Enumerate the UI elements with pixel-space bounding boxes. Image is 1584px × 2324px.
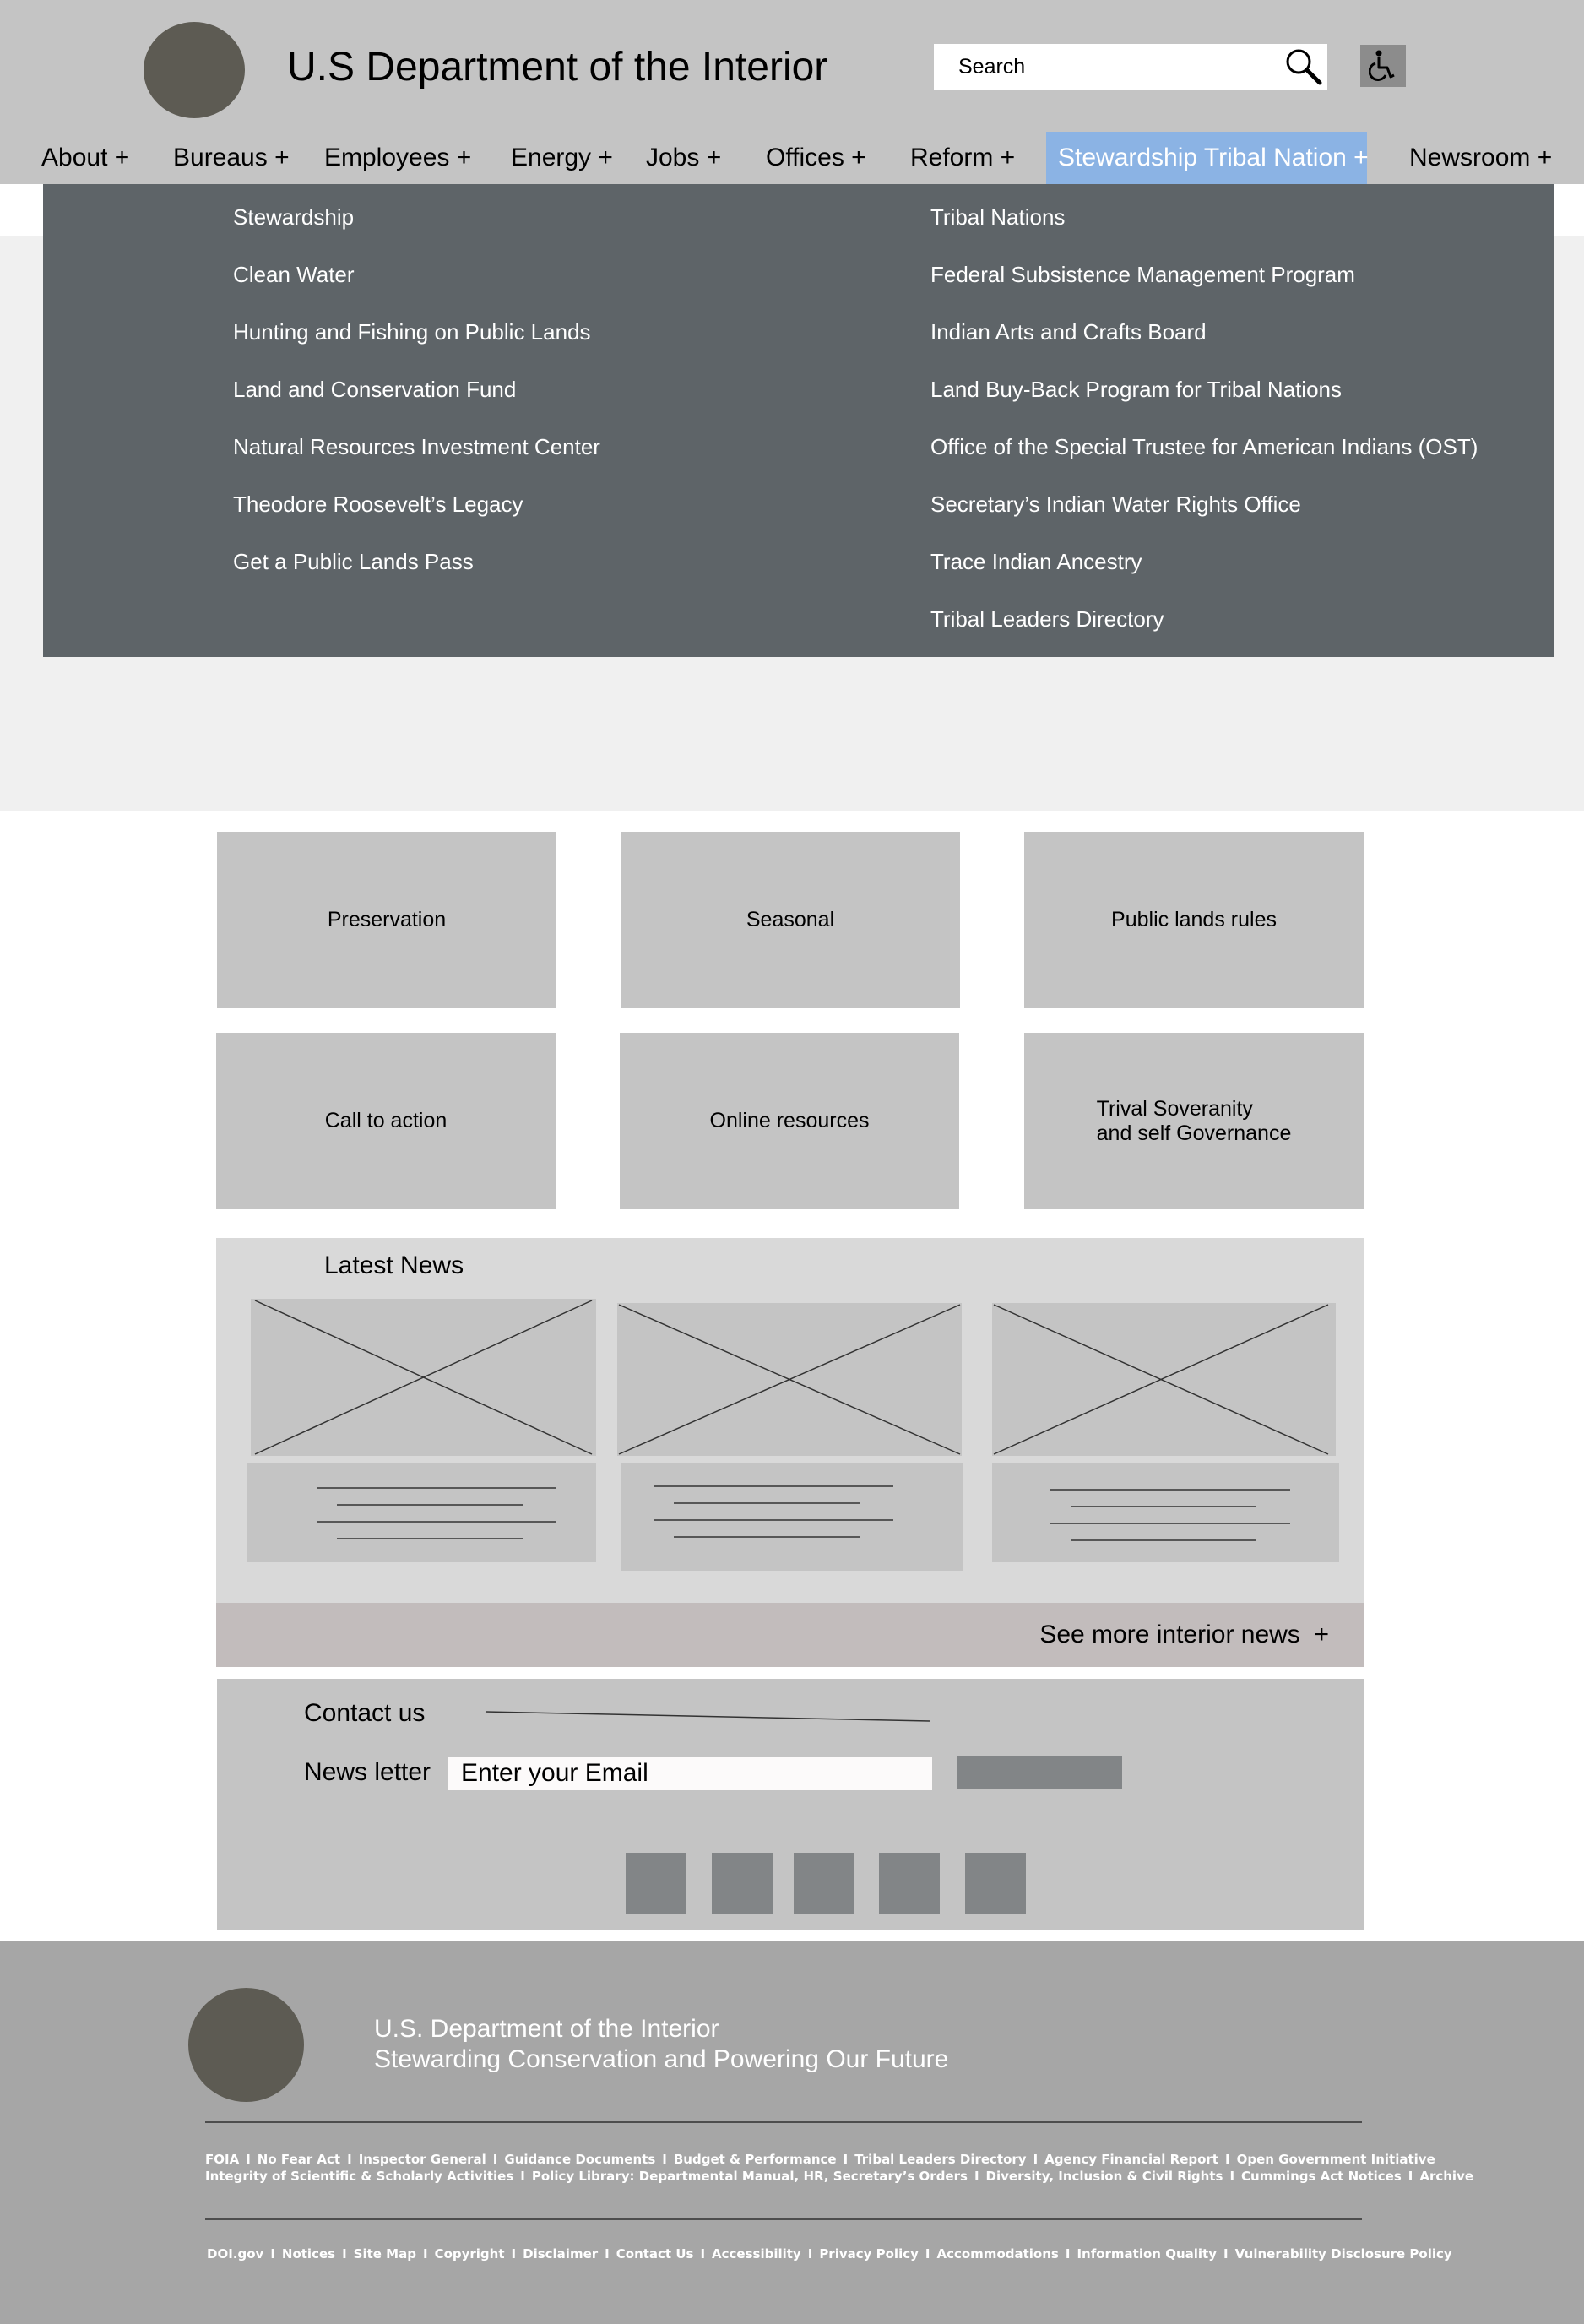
tile-label: Public lands rules — [1111, 908, 1277, 931]
link-separator: I — [1065, 2246, 1071, 2262]
nav-item-about[interactable]: About + — [41, 144, 130, 171]
nav-item-bureaus[interactable]: Bureaus + — [173, 144, 290, 171]
dropdown-link-water-rights[interactable]: Secretary’s Indian Water Rights Office — [930, 491, 1301, 517]
nav-dropdown-menu — [43, 184, 1554, 657]
link-separator: I — [1408, 2169, 1413, 2184]
dropdown-link-hunting-fishing[interactable]: Hunting and Fishing on Public Lands — [233, 319, 591, 345]
dropdown-link-tribal-leaders-directory[interactable]: Tribal Leaders Directory — [930, 606, 1164, 632]
news-card-2-image[interactable] — [617, 1303, 962, 1456]
footer-divider — [205, 2218, 1362, 2220]
tile-public-lands-rules[interactable] — [1024, 832, 1364, 1008]
see-more-news-link[interactable]: See more interior news + — [1039, 1621, 1329, 1648]
department-seal-logo[interactable] — [144, 22, 245, 118]
link-separator: I — [1224, 2152, 1230, 2167]
link-separator: I — [662, 2152, 667, 2167]
footer-link[interactable]: Notices — [281, 2246, 336, 2262]
tile-label: Trival Soveranity and self Governance — [1096, 1096, 1292, 1145]
contact-us-link[interactable]: Contact us — [304, 1699, 426, 1727]
dropdown-link-stewardship[interactable]: Stewardship — [233, 204, 355, 230]
footer-link[interactable]: Agency Financial Report — [1044, 2152, 1218, 2167]
link-separator: I — [342, 2246, 347, 2262]
dropdown-link-tribal-nations[interactable]: Tribal Nations — [930, 204, 1066, 230]
footer-link[interactable]: Contact Us — [616, 2246, 694, 2262]
link-separator: I — [520, 2169, 525, 2184]
link-separator: I — [347, 2152, 352, 2167]
link-separator: I — [1223, 2246, 1229, 2262]
see-more-news-bar[interactable] — [216, 1603, 1364, 1667]
text-lines-placeholder — [992, 1463, 1339, 1562]
dropdown-link-clean-water[interactable]: Clean Water — [233, 262, 355, 287]
dropdown-link-federal-subsistence[interactable]: Federal Subsistence Management Program — [930, 262, 1355, 287]
tile-label: Online resources — [709, 1109, 870, 1132]
nav-item-employees[interactable]: Employees + — [324, 144, 472, 171]
footer-links-row-1 — [205, 2151, 1435, 2168]
footer-tagline: Stewarding Conservation and Powering Our Future — [374, 2045, 949, 2073]
footer-link[interactable]: Open Government Initiative — [1236, 2152, 1435, 2167]
footer-department-seal[interactable] — [188, 1988, 304, 2102]
dropdown-link-land-buy-back[interactable]: Land Buy-Back Program for Tribal Nations — [930, 377, 1342, 402]
news-card-1-text[interactable] — [247, 1463, 596, 1562]
link-separator: I — [605, 2246, 610, 2262]
link-separator: I — [422, 2246, 428, 2262]
nav-item-stewardship-tribal-nation[interactable]: Stewardship Tribal Nation + — [1058, 144, 1369, 171]
tile-label: Seasonal — [746, 908, 835, 931]
text-lines-placeholder — [621, 1463, 963, 1571]
footer-divider — [205, 2121, 1362, 2123]
wheelchair-icon — [1369, 50, 1397, 82]
image-placeholder-icon — [992, 1303, 1336, 1456]
footer-link[interactable]: Site Map — [353, 2246, 416, 2262]
dropdown-link-natural-resources-center[interactable]: Natural Resources Investment Center — [233, 434, 600, 459]
footer-link[interactable]: Information Quality — [1077, 2246, 1217, 2262]
nav-item-newsroom[interactable]: Newsroom + — [1409, 144, 1553, 171]
link-separator: I — [843, 2152, 849, 2167]
footer-link[interactable]: Copyright — [434, 2246, 505, 2262]
search-icon — [1284, 47, 1323, 86]
nav-item-jobs[interactable]: Jobs + — [646, 144, 722, 171]
search-button[interactable] — [1280, 44, 1327, 90]
image-placeholder-icon — [251, 1299, 596, 1456]
link-separator: I — [1033, 2152, 1039, 2167]
dropdown-link-public-lands-pass[interactable]: Get a Public Lands Pass — [233, 549, 474, 574]
social-icon-2[interactable] — [712, 1853, 773, 1914]
link-separator: I — [700, 2246, 706, 2262]
search-input[interactable] — [934, 44, 1296, 90]
footer-links-row-3 — [207, 2245, 1452, 2262]
news-card-1-image[interactable] — [251, 1299, 596, 1456]
tile-tribal-sovereignty[interactable] — [1024, 1033, 1364, 1209]
footer-links-row-2 — [205, 2168, 1473, 2185]
dropdown-link-trace-ancestry[interactable]: Trace Indian Ancestry — [930, 549, 1142, 574]
footer-link[interactable]: Accessibility — [712, 2246, 801, 2262]
footer-link[interactable]: FOIA — [205, 2152, 240, 2167]
nav-item-reform[interactable]: Reform + — [910, 144, 1016, 171]
accessibility-button[interactable] — [1360, 45, 1406, 87]
social-icon-3[interactable] — [794, 1853, 854, 1914]
dropdown-link-roosevelt-legacy[interactable]: Theodore Roosevelt’s Legacy — [233, 491, 523, 517]
news-card-2-text[interactable] — [621, 1463, 963, 1571]
footer-link[interactable]: Vulnerability Disclosure Policy — [1234, 2246, 1452, 2262]
link-separator: I — [246, 2152, 251, 2167]
nav-item-offices[interactable]: Offices + — [766, 144, 866, 171]
footer-link[interactable]: No Fear Act — [257, 2152, 341, 2167]
footer-link[interactable]: Integrity of Scientific & Scholarly Activities — [205, 2169, 514, 2184]
footer-link[interactable]: Cummings Act Notices — [1241, 2169, 1402, 2184]
newsletter-label: News letter — [304, 1758, 431, 1786]
footer-department-name: U.S. Department of the Interior — [374, 2015, 719, 2043]
contact-divider-line — [484, 1708, 931, 1724]
dropdown-link-indian-arts-crafts[interactable]: Indian Arts and Crafts Board — [930, 319, 1207, 345]
link-separator: I — [270, 2246, 275, 2262]
tile-label: Preservation — [327, 908, 447, 931]
link-separator: I — [807, 2246, 813, 2262]
latest-news-title: Latest News — [324, 1252, 464, 1279]
text-lines-placeholder — [247, 1463, 596, 1562]
social-icon-1[interactable] — [626, 1853, 686, 1914]
image-placeholder-icon — [617, 1303, 962, 1456]
footer-link[interactable]: Tribal Leaders Directory — [854, 2152, 1027, 2167]
tile-online-resources[interactable] — [620, 1033, 959, 1209]
link-separator: I — [511, 2246, 517, 2262]
footer-link[interactable]: Accommodations — [936, 2246, 1059, 2262]
footer-link[interactable]: Budget & Performance — [673, 2152, 837, 2167]
newsletter-email-input[interactable] — [448, 1757, 932, 1790]
dropdown-link-land-conservation-fund[interactable]: Land and Conservation Fund — [233, 377, 517, 402]
tile-call-to-action[interactable] — [216, 1033, 556, 1209]
news-card-3-image[interactable] — [992, 1303, 1336, 1456]
link-separator: I — [974, 2169, 979, 2184]
link-separator: I — [492, 2152, 498, 2167]
nav-item-energy[interactable]: Energy + — [511, 144, 613, 171]
footer-link[interactable]: Guidance Documents — [504, 2152, 656, 2167]
footer-link[interactable]: Disclaimer — [523, 2246, 599, 2262]
tile-seasonal[interactable] — [621, 832, 960, 1008]
footer-link[interactable]: Policy Library: Departmental Manual, HR, Secretary’s Orders — [531, 2169, 968, 2184]
site-title[interactable]: U.S Department of the Interior — [287, 45, 828, 90]
search-box — [934, 44, 1327, 90]
footer-link[interactable]: Privacy Policy — [819, 2246, 919, 2262]
link-separator: I — [1229, 2169, 1235, 2184]
footer-link[interactable]: DOI.gov — [207, 2246, 264, 2262]
footer-link[interactable]: Inspector General — [358, 2152, 486, 2167]
footer-link[interactable]: Archive — [1419, 2169, 1474, 2184]
tile-preservation[interactable] — [217, 832, 556, 1008]
social-icon-4[interactable] — [879, 1853, 940, 1914]
newsletter-submit-button[interactable] — [957, 1756, 1122, 1789]
tile-label: Call to action — [324, 1109, 448, 1132]
news-card-3-text[interactable] — [992, 1463, 1339, 1562]
footer-link[interactable]: Diversity, Inclusion & Civil Rights — [985, 2169, 1223, 2184]
social-icon-5[interactable] — [965, 1853, 1026, 1914]
dropdown-link-ost[interactable]: Office of the Special Trustee for American Indians (OST) — [930, 434, 1478, 459]
link-separator: I — [925, 2246, 930, 2262]
